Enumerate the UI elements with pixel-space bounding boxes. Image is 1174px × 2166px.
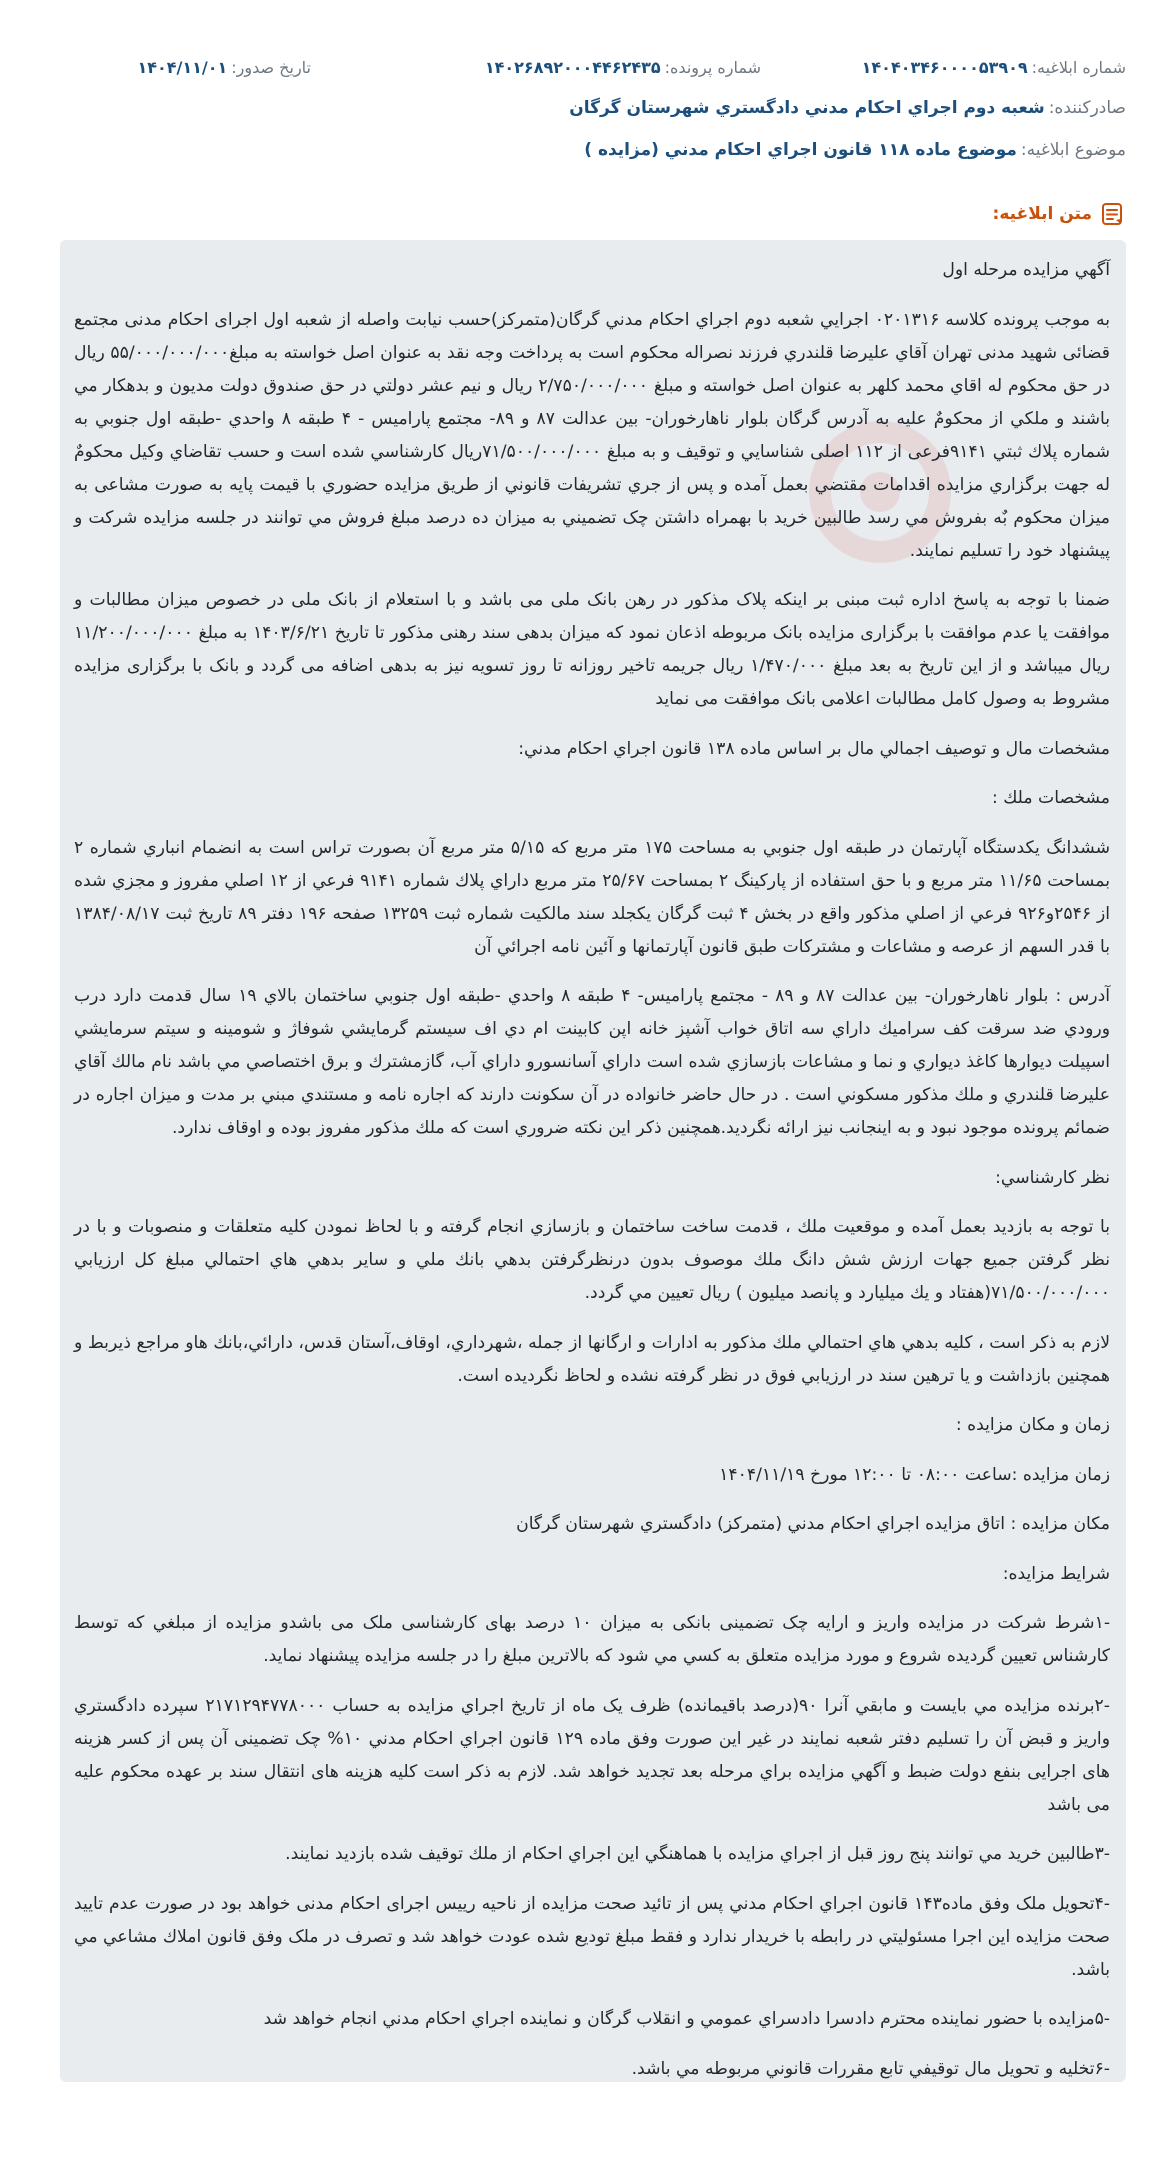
paragraph: ضمنا با توجه به پاسخ اداره ثبت مبنی بر اینکه پلاک مذکور در رهن بانک ملی می باشد و با استعلام از بانک ملی در خصوص میزان مطالبات و موافقت یا عدم موافقت با برگزاری مزایده بانک مربوطه اذعان نمود که میزان بدهی سند رهنی مذکور تا تاریخ ۱۴۰۳/۶/۲۱ به مبلغ ۱۱/۲۰۰/۰۰۰/۰۰۰ ریال میباشد و از این تاریخ به بعد مبلغ ۱/۴۷۰/۰۰۰ ریال جریمه تاخیر روزانه تا روز تسویه نیز به بدهی اضافه می گردد و بانک با برگزاری مزایده مشروط به وصول کامل مطالبات اعلامی بانک موافقت می نماید: [74, 590, 1111, 709]
subject-value: موضوع ماده ۱۱۸ قانون اجراي احکام مدني (مزايده ): [584, 140, 1017, 160]
subject-line: [584, 140, 1126, 160]
notice-body: [60, 240, 1126, 2082]
case-number-label: شماره پرونده:: [664, 58, 761, 77]
paragraph: زمان مزايده :ساعت ۰۸:۰۰ تا ۱۲:۰۰ مورخ ۱۴۰۴/۱۱/۱۹: [719, 1464, 1110, 1485]
paragraph: -۶تخليه و تحويل مال توقيفي تابع مقررات قانوني مربوطه مي باشد.: [631, 2058, 1110, 2079]
issuer-label: صادرکننده:: [1048, 98, 1126, 118]
issue-date-label: تاريخ صدور:: [231, 58, 311, 77]
issuer-line: [569, 98, 1126, 118]
paragraph: به موجب پرونده كلاسه ۰۲۰۱۳۱۶ اجرايي شعبه دوم اجراي احكام مدني گرگان(متمرکز)حسب نيابت واصله از شعبه اول اجرای احکام مدنی مجتمع قضائی شهيد مدنی تهران آقاي عليرضا قلندري فرزند نصراله محكوم است به پرداخت وجه نقد به عنوان اصل خواسته به مبلغ۵۵/۰۰۰/۰۰۰/۰۰۰ ريال در حق محکوم له اقاي محمد کلهر به عنوان اصل خواسته و مبلغ ۲/۷۵۰/۰۰۰/۰۰۰ ريال و نيم عشر دولتي در حق صندوق دولت مديون و بدهكار مي باشند و ملكي از محکومٌ عليه به آدرس گرگان بلوار ناهارخوران- بين عدالت ۸۷ و ۸۹- مجتمع پاراميس - ۴ طبقه ۸ واحدي -طبقه اول جنوبي به شماره پلاك ثبتي ۹۱۴۱فرعی از ۱۱۲ اصلی شناسايي و توقيف و به مبلغ ۷۱/۵۰۰/۰۰۰/۰۰۰ريال كارشناسي شده است و حسب تقاضاي وكيل محکومٌ له جهت برگزاري مزايده اقدامات مقتضي بعمل آمده و پس از جري تشريفات قانوني از طريق مزايده حضوري با قيمت پايه به صورت مشاعی به ميزان محکوم بٌه بفروش مي رسد طالبين خريد با بهمراه داشتن چک تضميني به ميزان ده درصد مبلغ فروش مي توانند در جلسه مزايده شركت و پيشنهاد خود را تسليم نمايند.: [74, 309, 1111, 561]
paragraph: آدرس : بلوار ناهارخوران- بين عدالت ۸۷ و ۸۹ - مجتمع پاراميس- ۴ طبقه ۸ واحدي -طبقه اول جنوبي ساختمان بالاي ۱۹ سال قدمت دارد درب ورودي ضد سرقت كف سراميك داراي سه اتاق خواب آشپز خانه اپن كابينت ام دي اف سيستم گرمايشي شوفاژ و شومينه و سيتم سرمايشي اسپيلت ديوارها كاغذ ديواري و نما و مشاعات بازسازي شده است داراي آسانسورو داراي آب، گازمشترك و برق اختصاصي مي باشد نام مالك آقاي عليرضا قلندري و ملك مذكور مسكوني است . در حال حاضر خانواده در آن سكونت دارند كه اجاره نامه و مستندي مبني بر مدت و ميزان اجاره در ضمائم پرونده موجود نبود و به اينجانب نيز ارائه نگرديد.همچنين ذكر اين نكته ضروري است كه ملك مذكور مفروز بوده و اوقاف ندارد.: [74, 986, 1111, 1138]
paragraph: ششدانگ يكدستگاه آپارتمان در طبقه اول جنوبي به مساحت ۱۷۵ متر مربع كه ۵/۱۵ متر مربع آن بصورت تراس است به انضمام انباري شماره ۲ بمساحت ۱۱/۶۵ متر مربع و با حق استفاده از پاركينگ ۲ بمساحت ۲۵/۶۷ متر مربع داراي پلاك شماره ۹۱۴۱ فرعي از ۱۲ اصلي مفروز و مجزي شده از ۲۵۴۶و۹۲۶ فرعي از اصلي مذكور واقع در بخش ۴ ثبت گرگان يكجلد سند مالكيت شماره ثبت ۱۳۲۵۹ صفحه ۱۹۶ دفتر ۸۹ تاريخ ثبت ۱۳۸۴/۰۸/۱۷ با قدر السهم از عرصه و مشاعات و مشتركات طبق قانون آپارتمانها و آئين نامه اجرائي آن: [74, 837, 1111, 957]
paragraph: -۲برنده مزايده مي بايست و مابقي آنرا ۹۰(درصد باقيمانده) ظرف يک ماه از تاريخ اجراي مزايده به حساب ۲۱۷۱۲۹۴۷۷۸۰۰۰ سپرده دادگستري واريز و قبض آن را تسليم دفتر شعبه نمايند در غير اين صورت وفق ماده ۱۲۹ قانون اجراي احكام مدني ۱۰% چک تضمینی آن پس از کسر هزینه های اجرایی بنفع دولت ضبط و آگهي مزايده براي مرحله بعد تجديد خواهد شد. لازم به ذکر است کلیه هزینه های انتقال سند بر عهده محکوم علیه می باشد: [74, 1695, 1111, 1815]
paragraph: شرايط مزايده:: [1002, 1563, 1110, 1584]
subject-label: موضوع ابلاغيه:: [1020, 140, 1126, 160]
issue-date-value: ۱۴۰۴/۱۱/۰۱: [137, 58, 228, 77]
paragraph: مشخصات مال و توصيف اجمالي مال بر اساس ماده ۱۳۸ قانون اجراي احكام مدني:: [518, 738, 1110, 759]
paragraph: با توجه به بازديد بعمل آمده و موقعيت ملك ، قدمت ساخت ساختمان و بازسازي انجام گرفته و با لحاظ نمودن كليه متعلقات و منصوبات و با در نظر گرفتن جميع جهات ارزش شش دانگ ملك موصوف بدون درنظرگرفتن بدهي بانك ملي و ساير بدهي هاي احتمالي مبلغ كل ارزيابي ۷۱/۵۰۰/۰۰۰/۰۰۰(هفتاد و يك ميليارد و پانصد ميليون ) ريال تعيين مي گردد.: [74, 1217, 1110, 1303]
document-chat-icon: [1098, 200, 1126, 228]
paragraph-heading: آگهي مزايده مرحله اول: [942, 260, 1110, 280]
paragraph: مكان مزايده : اتاق مزايده اجراي احكام مدني (متمركز) دادگستري شهرستان گرگان: [516, 1514, 1110, 1534]
issuer-value: شعبه دوم اجراي احكام مدني دادگستري شهرستان گرگان: [569, 98, 1045, 118]
paragraph: زمان و مكان مزايده :: [955, 1415, 1110, 1435]
paragraph: -۳طالبين خريد مي توانند پنج روز قبل از اجراي مزايده با هماهنگي اين اجراي احكام از ملك توقيف شده بازديد نمايند.: [285, 1844, 1110, 1864]
paragraph: -۱شرط شرکت در مزایده واریز و ارایه چک تضمینی بانکی به میزان ۱۰ درصد بهای کارشناسی ملک می باشدو مزايده از مبلغي كه توسط كارشناس تعيين گرديده شروع و مورد مزايده متعلق به كسي مي شود كه بالاترين مبلغ را در جلسه مزايده پيشنهاد نمايد.: [74, 1613, 1111, 1666]
paragraph: لازم به ذكر است ، كليه بدهي هاي احتمالي ملك مذكور به ادارات و ارگانها از جمله ،شهرداري، اوقاف،آستان قدس، دارائي،بانك هاو مراجع ذيربط و همچنين بازداشت و يا ترهين سند در ارزيابي فوق در نظر گرفته نشده و لحاظ نگرديده است.: [74, 1332, 1110, 1386]
paragraph: -۴تحويل ملک وفق ماده۱۴۳ قانون اجراي احکام مدني پس از تائید صحت مزایده از ناحیه رییس اجرای احکام مدنی خواهد بود در صورت عدم تایید صحت مزايده اين اجرا مسئوليتي در رابطه با خريدار ندارد و فقط مبلغ توديع شده عودت خواهد شد و تصرف در ملک وفق قانون املاك مشاعي مي باشد.: [74, 1893, 1110, 1980]
case-number: [485, 58, 761, 77]
case-number-value: ۱۴۰۲۶۸۹۲۰۰۰۴۴۶۲۴۳۵: [484, 58, 661, 77]
paragraph: نظر كارشناسي:: [995, 1167, 1110, 1188]
issue-date: [137, 58, 311, 77]
notice-number-value: ۱۴۰۴۰۳۴۶۰۰۰۰۵۳۹۰۹: [861, 58, 1028, 77]
notice-body-title: [993, 200, 1126, 228]
paragraph: مشخصات ملك :: [991, 788, 1110, 808]
notice-meta-row: [60, 52, 1126, 84]
notice-number: [862, 58, 1126, 77]
notice-body-title-text: متن ابلاغيه:: [992, 204, 1092, 224]
notice-number-label: شماره ابلاغيه:: [1031, 58, 1126, 77]
paragraph: -۵مزايده با حضور نماينده محترم دادسرا دادسراي عمومي و انقلاب گرگان و نماينده اجراي احكام مدني انجام خواهد شد: [263, 2009, 1110, 2029]
